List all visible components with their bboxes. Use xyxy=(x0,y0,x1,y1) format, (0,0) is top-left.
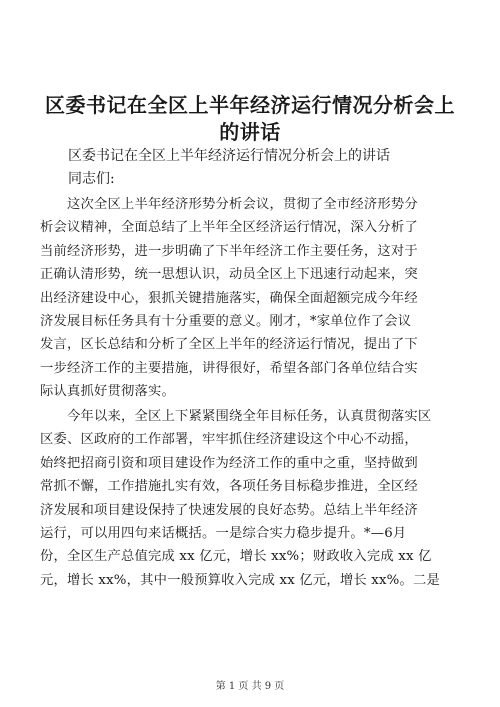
title-line: 区委书记在全区上半年经济运行情况分析会上 xyxy=(45,93,455,117)
paragraph-1 xyxy=(40,193,460,404)
paragraph-line: 发言，区长总结和分析了全区上半年的经济运行情况，提出了下 xyxy=(40,337,418,353)
paragraph-line: 济发展和项目建设保持了快速发展的良好态势。总结上半年经济 xyxy=(40,502,418,518)
document-title xyxy=(40,92,460,146)
paragraph-line: 正确认清形势，统一思想认识，动员全区上下迅速行动起来，突 xyxy=(40,267,418,283)
paragraph-line: 今年以来，全区上下紧紧围绕全年目标任务，认真贯彻落实区 xyxy=(40,409,432,424)
paragraph-line: 当前经济形势，进一步明确了下半年经济工作主要任务，这对于 xyxy=(40,243,418,259)
page-footer: 第 1 页 共 9 页 xyxy=(215,681,285,692)
paragraph-line: 一步经济工作的主要措施，讲得很好，希望各部门各单位结合实 xyxy=(40,360,418,376)
paragraph-line: 元，增长 xx%，其中一般预算收入完成 xx 亿元，增长 xx%。二是 xyxy=(40,572,440,588)
paragraph-line: 这次全区上半年经济形势分析会议，贯彻了全市经济形势分 xyxy=(40,197,418,212)
paragraph-line: 析会议精神，全面总结了上半年全区经济运行情况，深入分析了 xyxy=(40,220,418,236)
title-line: 的讲话 xyxy=(219,120,281,144)
paragraph-line: 出经济建设中心，狠抓关键措施落实，确保全面超额完成今年经 xyxy=(40,290,418,306)
paragraph-line: 区委、区政府的工作部署，牢牢抓住经济建设这个中心不动摇， xyxy=(40,432,418,448)
paragraph-2 xyxy=(40,405,460,592)
paragraph-line: 际认真抓好贯彻落实。 xyxy=(40,384,175,400)
paragraph-line: 常抓不懈，工作措施扎实有效，各项任务目标稳步推进，全区经 xyxy=(40,479,418,495)
paragraph-line: 份，全区生产总值完成 xx 亿元，增长 xx%；财政收入完成 xx 亿 xyxy=(40,549,432,565)
paragraph-line: 运行，可以用四句来话概括。一是综合实力稳步提升。*—6月 xyxy=(40,526,407,542)
salutation: 同志们: xyxy=(68,171,115,187)
paragraph-line: 济发展目标任务具有十分重要的意义。刚才，*家单位作了会议 xyxy=(40,314,412,330)
document-subtitle: 区委书记在全区上半年经济运行情况分析会上的讲话 xyxy=(68,148,390,164)
paragraph-line: 始终把招商引资和项目建设作为经济工作的重中之重，坚持做到 xyxy=(40,455,418,471)
